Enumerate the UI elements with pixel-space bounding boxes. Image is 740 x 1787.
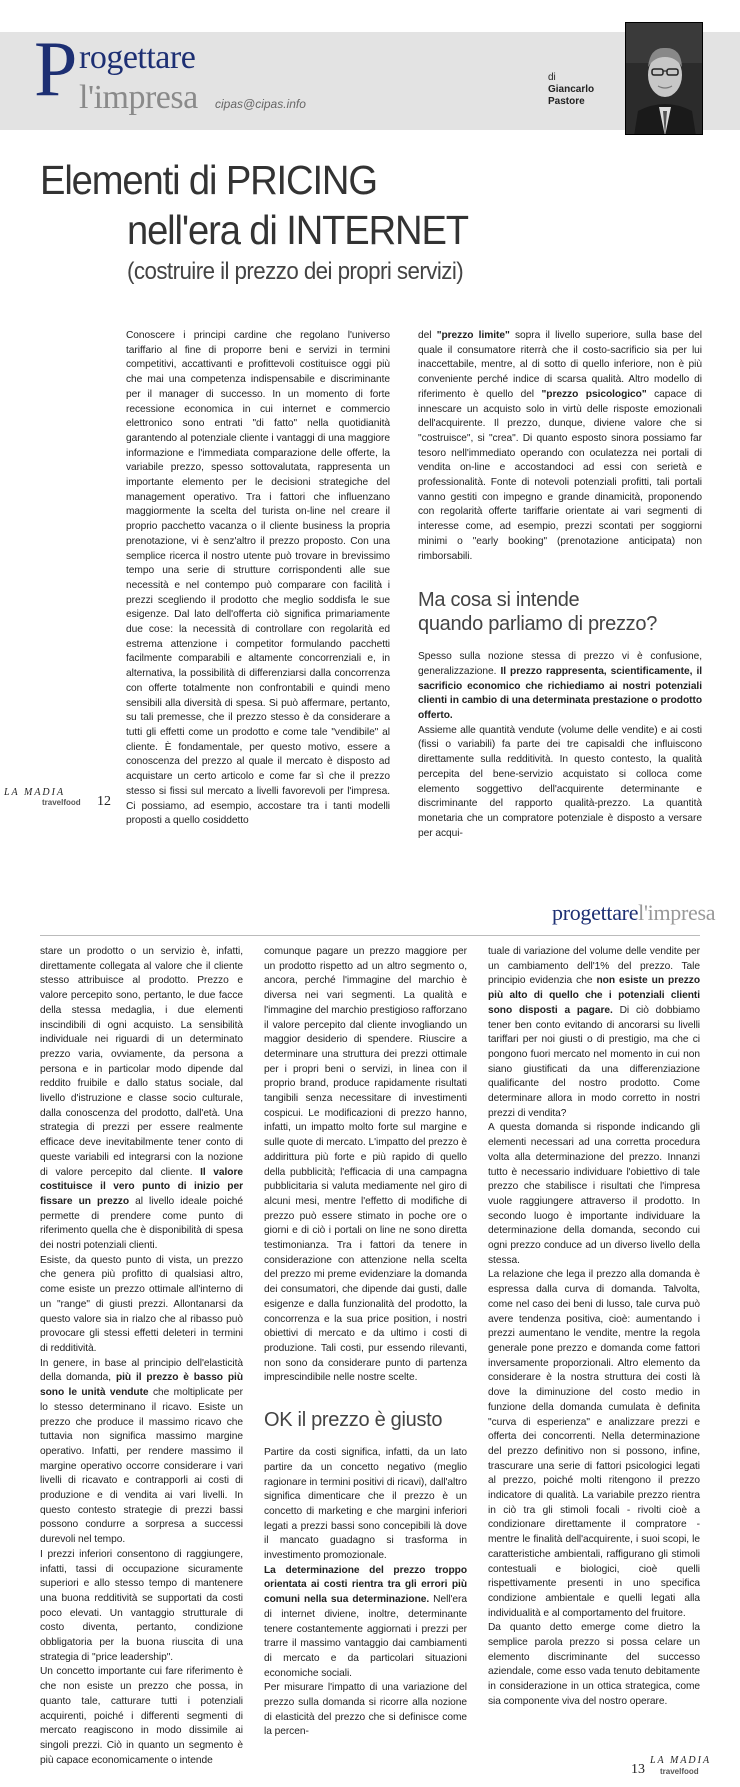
masthead-line-1: rogettare [79, 39, 196, 76]
byline-last-name: Pastore [548, 96, 585, 107]
paragraph: Un concetto importante cui fare riferimento è che non esiste un prezzo che possa, in quanto tale, catturare tutti i potenziali acquirenti, poiché i differenti segmenti di mercato reagiscono in modo dissimile ai singoli prezzi. Ciò in quanto un segmento è più capace economicamente o intende [40, 1666, 243, 1766]
article-title-line-1: Elementi di PRICING [40, 157, 377, 203]
byline [548, 72, 594, 108]
column-1 [40, 945, 243, 1768]
section-heading: Ma cosa si intende quando parliamo di prezzo? [418, 589, 658, 636]
author-photo [625, 22, 703, 135]
article-title-line-2: nell'era di INTERNET [127, 207, 468, 253]
column-1 [126, 329, 390, 829]
author-email: cipas@cipas.info [215, 97, 306, 111]
page-13 [0, 838, 740, 1787]
paragraph: La determinazione del prezzo troppo orientata ai costi rientra tra gli errori più comuni nella sua determinazione. Nell'era di internet diviene, inoltre, determinante tenere costantemente aggiornati i prezzi per trarre il massimo vantaggio dai cambiamenti di mercato e da particolari situazioni economiche sociali. [264, 1564, 467, 1679]
section-header: progettarel'impresa [552, 900, 716, 925]
footer-logo-sub: travelfood [660, 1767, 699, 1776]
footer-logo: LA MADIA [4, 787, 66, 798]
paragraph: In genere, in base al principio dell'elasticità della domanda, più il prezzo è basso più sono le unità vendute che moltiplicate per lo stesso determinano il ricavo. Esiste un prezzo che produce il massimo ricavo che tuttavia non significa massimo margine operativo. Infatti, per rendere massimo il margine operativo occorre considerare i vari livelli di ricavato e contrapporli ai costi di produzione e di vendita ai vari livelli. In questo contesto strategie di prezzi bassi possono condurre a sorpresa a successi durevoli nel tempo. [40, 1357, 243, 1546]
paragraph: Esiste, da questo punto di vista, un prezzo che genera più profitto di qualsiasi altro, come esiste un prezzo ottimale all'interno di un "range" di giusti prezzi. Allontanarsi da questo valore sia in rialzo che al ribasso può provocare gli stessi effetti deleteri in termini di redditività. [40, 1254, 243, 1354]
column-3 [488, 945, 700, 1710]
footer-logo: LA MADIA [650, 1755, 712, 1766]
paragraph: Conoscere i principi cardine che regolano l'universo tariffario al fine di proporre beni e servizi in termini competitivi, accattivanti e profittevoli costituisce oggi più che mai una competenza indispensabile e discriminante per il manager di successo. In un momento di forte recessione economica in cui internet e commercio elettronico sono entrati "di fatto" nella quotidianità garantendo al potenziale cliente i vantaggi di una maggiore informazione e l'immediata comparazione delle offerte, la variabile prezzo, spesso sottovalutata, rappresenta un importante elemento per le decisioni strategiche del management operativo. Tra i fattori che influenzano maggiormente la scelta del turista on-line nel creare il proprio pacchetto vacanza o il cliente business la propria prenotazione, vi è senz'altro il prezzo proposto. Con una semplice ricerca il nostro utente può trovare in brevissimo tempo una serie di strutture corrispondenti alle sue necessità e nel contempo può comparare con facilità i prezzi scegliendo il prodotto che meglio soddisfa le sue esigenze. Dal lato dell'offerta ciò significa primariamente due cose: la necessità di controllare con regolarità ed estrema attenzione i competitor formulando pacchetti facilmente comparabili e altamente concorrenziali e, in alternativa, la possibilità di differenziarsi dalla concorrenza con offerte totalmente non confrontabili e quindi meno sensibili alla diversità di spesa. Si può affermare, pertanto, su tali premesse, che il prezzo stesso è da considerare a tutti gli effetti come un prodotto e come tale "vendibile" al cliente. È fondamentale, per questo motivo, essere a conoscenza del prezzo al quale il mercato è disposto ad acquistare un certo articolo e come far sì che il prezzo stesso si fissi sul mercato a livelli favorevoli per l'impresa. Ci possiamo, ad esempio, accostare tra i tanti modelli proposti a quello cosiddetto [126, 330, 390, 827]
paragraph: tuale di variazione del volume delle vendite per un cambiamento dell'1% del prezzo. Tale principio evidenzia che non esiste un prezzo più alto di quello che i potenziali clienti sono disposti a pagare. Di ciò dobbiamo tener ben conto evitando di ancorarsi su livelli tariffari per noi giusti o di prestigio, ma che ci pongono fuori mercato nel momento in cui non siano giustificati da una differenziazione qualificante del nostro prodotto. Come determinare allora in modo corretto in nostri prezzi di vendita? [488, 946, 700, 1119]
page-number: 13 [631, 1762, 645, 1777]
paragraph: stare un prodotto o un servizio è, infatti, direttamente collegata al valore che il cliente stesso attribuisce al prodotto. Prezzo e valore percepito sono, pertanto, le due facce della stessa medaglia, i due elementi inscindibili di ogni acquisto. La sensibilità individuale nei riguardi di un determinato prezzo varia, ovviamente, da persona a persona e in particolar modo dipende dal reddito fruibile e dallo status sociale, dal livello d'istruzione e classe socio culturale, dalla conoscenza del prodotto, dall'età. Una strategia di prezzi per essere realmente efficace deve inevitabilmente tener conto di queste variabili ed integrarsi con la nozione di valore percepito dal cliente. Il valore costituisce il vero punto di inizio per fissare un prezzo al livello ideale poiché permette di prendere come punto di riferimento quella che è disponibilità di spesa dei nostri potenziali clienti. [40, 946, 243, 1252]
byline-prefix: di [548, 72, 556, 83]
masthead-line-2: l'impresa [79, 79, 198, 116]
paragraph: Assieme alle quantità vendute (volume delle vendite) e ai costi (fissi o variabili) fa parte dei tre capisaldi che influiscono direttamente sulla redditività. In questo contesto, la qualità percepita del bene-servizio acquistato si colloca come elemento soggettivo dell'acquirente determinante e discriminante del rapporto qualità-prezzo. La quantità monetaria che un compratore potenziale è disposto a versare per acqui- [418, 724, 702, 839]
page-12 [0, 0, 740, 839]
paragraph: Spesso sulla nozione stessa di prezzo vi è confusione, generalizzazione. Il prezzo rappresenta, scientificamente, il sacrificio economico che richiediamo ai nostri potenziali clienti in cambio di una determinata prestazione o prodotto offerto. [418, 651, 703, 722]
paragraph: Per misurare l'impatto di una variazione del prezzo sulla domanda si ricorre alla nozione di elasticità del prezzo che si definisce come la percen- [264, 1682, 467, 1738]
masthead-initial: P [34, 25, 78, 112]
paragraph: Partire da costi significa, infatti, da un lato partire da un concetto negativo (meglio ragionare in termini positivi di ricavi), dall'altro significa dimenticare che il prezzo è un concetto di marketing e che margini inferiori legati a prezzi bassi sono concepibili là dove il mancato guadagno si trasforma in investimento promozionale. [264, 1447, 467, 1562]
section-heading: OK il prezzo è giusto [264, 1409, 443, 1432]
paragraph: A questa domanda si risponde indicando gli elementi necessari ad una corretta procedura volta alla determinazione del prezzo. Innanzi tutto è necessario individuare l'obiettivo di tale prezzo che stabilisce i risultati che l'impresa vuole raggiungere attraverso il prodotto. In secondo luogo è importante individuare la determinazione della domanda, secondo cui ogni prezzo conduce ad un diverso livello della stessa. [488, 1122, 700, 1266]
paragraph: del "prezzo limite" sopra il livello superiore, sulla base del quale il consumatore riterrà che il costo-sacrificio sia per lui inaccettabile, mentre, al di sotto di quello inferiore, non è più conveniente perché indice di scarsa qualità. Altro modello di riferimento è quello del "prezzo psicologico" capace di innescare un acquisto solo in virtù delle risposte emozionali dell'acquirente. Il prezzo, dunque, diviene valore che si "costruisce", si "crea". Di quanto esposto sinora possiamo far tesoro nell'immediato operando con oculatezza nei portali di vendita on-line e accostandoci ad essi con serietà e professionalità. Fonte di notevoli potenziali profitti, tali portali vanno gestiti con impegno e grande dinamicità, proponendo con regolarità offerte tariffarie orientate ai vari segmenti di interesse come, ad esempio, prezzi scontati per soggiorni minimi o "early booking" (prenotazione anticipata) non rimborsabili. [418, 330, 702, 562]
paragraph: comunque pagare un prezzo maggiore per un prodotto rispetto ad un altro segmento o, ancora, perché l'immagine del marchio è diversa nei vari segmenti. La qualità e l'immagine del marchio prestigioso rafforzano il valore percepito dal cliente invogliando un maggior desiderio di spendere. Riuscire a determinare una struttura dei prezzi ottimale per i propri beni o servizi, in linea con il proprio brand, produce rapidamente risultati tangibili senza necessitare di investimenti cospicui. Le modificazioni di prezzo hanno, infatti, un impatto molto forte sul margine e sulle quote di mercato. L'impatto del prezzo è addirittura più forte e più rapido di quello della pubblicità; l'efficacia di una campagna pubblicitaria si valuta mediamente nel giro di alcuni mesi, mentre l'effetto di modifiche di prezzo può essere stimato in poche ore o giorni e di ciò i portali on line ne sono diretta testimonianza. Tra i fattori da tenere in considerazione con attenzione nella scelta del prezzo mi preme evidenziare la domanda dei consumatori, che dipende dai gusti, dalle esigenze e dalla funzionalità del prodotto, la concorrenza e la sua price position, i nostri obiettivi di mercato e da ultimo i costi di produzione. Tali costi, pur essendo rilevanti, non sono da considerare punto di partenza imprescindibile nelle nostre scelte. [264, 946, 467, 1384]
footer-logo-sub: travelfood [42, 798, 81, 807]
paragraph: I prezzi inferiori consentono di raggiungere, infatti, tassi di occupazione sicuramente superiori e allo stesso tempo di mantenere una buona redditività se supportati da costi poco elevati. Un vantaggio strutturale di costo diventa, pertanto, condizione obbligatoria per la buona riuscita di una strategia di "price leadership". [40, 1548, 243, 1663]
page-number: 12 [97, 794, 111, 809]
column-2 [418, 329, 702, 841]
column-2 [264, 945, 467, 1740]
divider [40, 935, 700, 936]
byline-first-name: Giancarlo [548, 84, 595, 95]
article-subtitle: (costruire il prezzo dei propri servizi) [127, 258, 464, 285]
paragraph: Da quanto detto emerge come dietro la semplice parola prezzo si possa celare un elemento discriminante del successo aziendale, come esso vada tenuto debitamente in considerazione in un ottica strategica, come sia componente viva del nostro operare. [488, 1622, 700, 1707]
paragraph: La relazione che lega il prezzo alla domanda è espressa dalla curva di domanda. Talvolta, come nel caso dei beni di lusso, tale curva può avere tendenza positiva, cioè: aumentando i prezzi aumentano le vendite, mentre la regola generale pone prezzo e domanda come fattori inversamente proporzionali. Altro elemento da considerare è la nostra struttura dei costi là dove la diminuzione del costo medio in funzione della domanda cumulata è definita "curva di esperienza" e analizzare prezzi e offerta dei concorrenti. Nella determinazione del prezzo definitivo non si possono, infine, trascurare una serie di fattori psicologici legati al prezzo, poiché molti ritengono il prezzo indicatore di qualità. La variabile prezzo rientra in ciò tra gli stimoli focali - rivolti cioè a condizionare direttamente il compratore - mentre le finalità dell'acquirente, i suoi scopi, le caratteristiche ambientali, raffigurano gli stimoli contestuali e biologici, cioè quelli rispettivamente presenti in uno specifica condizione ambientale e quelli legati alla individualità e al comportamento del fruitore. [488, 1269, 700, 1619]
